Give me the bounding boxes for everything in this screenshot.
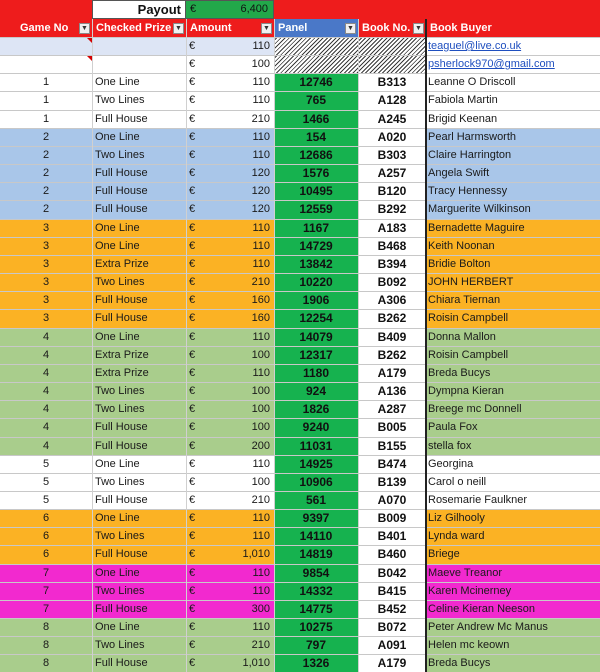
game-no-cell[interactable]: 2 — [42, 203, 50, 216]
book-no-cell[interactable]: A128 — [377, 93, 407, 108]
checked-prize-cell[interactable]: One Line — [95, 566, 140, 579]
checked-prize-cell[interactable]: Two Lines — [95, 94, 145, 107]
grid-line — [0, 146, 600, 147]
grid-line — [425, 19, 427, 672]
panel-cell[interactable]: 561 — [305, 493, 327, 507]
currency-symbol: € — [189, 294, 196, 307]
grid-line — [0, 73, 600, 74]
game-no-cell[interactable]: 2 — [42, 148, 50, 161]
amount-cell[interactable]: 100 — [251, 348, 270, 361]
checked-prize-cell[interactable]: Two Lines — [95, 148, 145, 161]
book-buyer-cell[interactable]: Celine Kieran Neeson — [428, 602, 536, 615]
game-no-cell[interactable]: 4 — [42, 421, 50, 434]
amount-cell[interactable]: 110 — [252, 457, 270, 470]
panel-cell[interactable]: 10906 — [299, 474, 333, 489]
panel-cell[interactable]: 1180 — [302, 365, 330, 380]
grid-line — [0, 182, 600, 183]
book-buyer-cell[interactable]: Claire Harrington — [428, 148, 512, 161]
currency-symbol: € — [189, 366, 196, 379]
game-no-cell[interactable]: 1 — [42, 76, 50, 89]
amount-cell[interactable]: 110 — [252, 257, 270, 270]
amount-cell[interactable]: 300 — [251, 602, 270, 615]
book-no-cell[interactable]: B120 — [377, 184, 407, 199]
book-buyer-cell[interactable]: Maeve Treanor — [428, 566, 502, 579]
panel-cell[interactable]: 11031 — [299, 438, 333, 453]
book-buyer-cell[interactable]: Marguerite Wilkinson — [428, 203, 531, 216]
panel-cell[interactable]: 1167 — [302, 220, 330, 235]
grid-line — [0, 128, 600, 129]
book-buyer-cell[interactable]: Breege mc Donnell — [428, 403, 522, 416]
panel-cell[interactable]: 765 — [305, 93, 327, 108]
game-no-cell[interactable]: 6 — [42, 530, 50, 543]
book-buyer-cell[interactable]: Paula Fox — [428, 421, 478, 434]
grid-line — [0, 237, 600, 238]
book-no-cell[interactable]: A257 — [377, 166, 407, 181]
amount-cell[interactable]: 160 — [251, 294, 270, 307]
amount-cell[interactable]: 200 — [251, 439, 270, 452]
currency-symbol: € — [189, 494, 196, 506]
game-no-cell[interactable]: 4 — [42, 366, 50, 379]
amount-cell[interactable]: 100 — [251, 475, 270, 488]
book-no-cell[interactable]: A020 — [377, 129, 407, 144]
game-no-cell[interactable]: 7 — [42, 602, 50, 615]
grid-line — [92, 19, 93, 672]
game-no-cell[interactable]: 4 — [42, 385, 50, 398]
game-no-cell[interactable]: 7 — [42, 584, 50, 597]
book-no-cell[interactable]: B313 — [377, 75, 407, 90]
amount-cell[interactable]: 110 — [252, 530, 270, 543]
book-no-cell[interactable]: B401 — [377, 529, 407, 544]
panel-cell[interactable]: 14775 — [299, 601, 333, 616]
grid-line — [0, 164, 600, 165]
book-no-cell[interactable]: B292 — [377, 202, 407, 217]
payout-label: Payout — [137, 2, 181, 17]
book-no-cell[interactable]: A136 — [377, 384, 407, 399]
panel-cell[interactable]: 1826 — [302, 402, 330, 417]
filter-dropdown-icon[interactable]: ▼ — [345, 23, 356, 34]
book-buyer-cell[interactable]: Karen Mcinerney — [428, 584, 512, 597]
panel-cell[interactable]: 1326 — [302, 656, 330, 671]
checked-prize-cell[interactable]: Full House — [95, 439, 148, 452]
amount-cell[interactable]: 110 — [252, 239, 270, 252]
book-buyer-cell[interactable]: Lynda ward — [428, 530, 485, 543]
book-no-cell[interactable]: B303 — [377, 147, 407, 162]
book-no-cell[interactable]: B468 — [377, 238, 407, 253]
currency-symbol: € — [189, 566, 196, 579]
currency-symbol: € — [189, 112, 196, 125]
panel-cell[interactable]: 1906 — [302, 293, 330, 308]
book-buyer-cell[interactable]: Chiara Tiernan — [428, 294, 501, 307]
checked-prize-cell[interactable]: Extra Prize — [95, 257, 149, 270]
currency-symbol: € — [189, 530, 196, 543]
panel-cell[interactable]: 797 — [305, 638, 327, 653]
currency-symbol: € — [189, 221, 196, 234]
grid-line — [0, 455, 600, 456]
header-book-no[interactable]: Book No. — [362, 22, 411, 34]
book-no-cell[interactable]: B394 — [377, 256, 407, 271]
panel-cell[interactable]: 13842 — [299, 256, 333, 271]
book-no-cell[interactable]: B092 — [377, 275, 407, 290]
currency-symbol: € — [189, 512, 196, 525]
checked-prize-cell[interactable]: Extra Prize — [95, 348, 149, 361]
currency-symbol: € — [189, 348, 196, 361]
currency-symbol: € — [189, 602, 196, 615]
currency-symbol: € — [189, 385, 196, 398]
checked-prize-cell[interactable]: Full House — [95, 294, 148, 307]
panel-cell[interactable]: 10275 — [299, 620, 333, 635]
game-no-cell[interactable]: 2 — [42, 167, 50, 180]
game-no-cell[interactable]: 4 — [42, 348, 50, 361]
panel-cell[interactable]: 10495 — [299, 184, 333, 199]
panel-cell[interactable]: 12686 — [299, 147, 333, 162]
panel-cell[interactable]: 154 — [305, 129, 327, 144]
checked-prize-cell[interactable]: Two Lines — [95, 385, 145, 398]
panel-cell[interactable]: 14110 — [299, 529, 333, 544]
currency-symbol: € — [189, 584, 196, 597]
amount-cell[interactable]: 110 — [252, 366, 270, 379]
game-no-cell[interactable]: 4 — [42, 330, 50, 343]
amount-cell[interactable]: 110 — [252, 76, 270, 89]
currency-symbol: € — [189, 239, 196, 252]
book-no-cell[interactable]: A179 — [377, 365, 407, 380]
grid-line — [0, 200, 600, 201]
hatched-panel-cell — [274, 37, 426, 55]
amount-cell[interactable]: 110 — [252, 512, 270, 525]
book-buyer-cell[interactable]: Keith Noonan — [428, 239, 495, 252]
amount-cell[interactable]: 120 — [251, 185, 270, 198]
grid-line — [0, 291, 600, 292]
grid-line — [0, 582, 600, 583]
book-buyer-cell[interactable]: Leanne O Driscoll — [428, 76, 516, 89]
book-buyer-cell[interactable]: Dympna Kieran — [428, 385, 504, 398]
grid-line — [0, 309, 600, 310]
panel-cell[interactable]: 9854 — [302, 565, 330, 580]
book-buyer-email-link[interactable]: psherlock970@gmail.com — [428, 58, 555, 71]
currency-symbol: € — [189, 657, 196, 670]
grid-line — [0, 545, 600, 546]
book-buyer-cell[interactable]: Roisin Campbell — [428, 348, 509, 361]
currency-symbol: € — [189, 185, 196, 198]
amount-cell[interactable]: 1,010 — [242, 657, 270, 670]
grid-line — [0, 91, 600, 92]
hatched-panel-cell — [274, 55, 426, 73]
checked-prize-cell[interactable]: Two Lines — [95, 584, 145, 597]
grid-line — [0, 509, 600, 510]
checked-prize-cell[interactable]: Full House — [95, 112, 148, 125]
grid-line — [0, 400, 600, 401]
book-no-cell[interactable]: A183 — [377, 220, 407, 235]
checked-prize-cell[interactable]: Two Lines — [95, 530, 145, 543]
amount-cell[interactable]: 210 — [251, 494, 270, 506]
amount-cell[interactable]: 160 — [251, 312, 270, 325]
checked-prize-cell[interactable]: One Line — [95, 457, 140, 470]
book-no-cell[interactable]: B262 — [377, 311, 407, 326]
amount-cell[interactable]: 120 — [251, 167, 270, 180]
grid-line — [358, 19, 359, 672]
grid-line — [0, 382, 600, 383]
currency-symbol: € — [189, 548, 196, 561]
book-no-cell[interactable]: A245 — [377, 111, 407, 126]
amount-cell[interactable]: 210 — [251, 639, 270, 652]
book-buyer-cell[interactable]: Rosemarie Faulkner — [428, 494, 528, 506]
book-no-cell[interactable]: B409 — [377, 329, 407, 344]
checked-prize-cell[interactable]: One Line — [95, 621, 140, 634]
checked-prize-cell[interactable]: Full House — [95, 548, 148, 561]
grid-line — [0, 55, 600, 56]
currency-symbol: € — [189, 439, 196, 452]
grid-line — [0, 654, 600, 655]
panel-cell[interactable]: 9397 — [302, 511, 330, 526]
panel-cell[interactable]: 924 — [305, 384, 327, 399]
book-no-cell[interactable]: B262 — [377, 347, 407, 362]
panel-cell[interactable]: 14332 — [299, 583, 333, 598]
book-no-cell[interactable]: A287 — [377, 402, 407, 417]
header-checked-prize[interactable]: Checked Prize — [96, 22, 172, 34]
game-no-cell[interactable]: 2 — [42, 130, 50, 143]
game-no-cell[interactable]: 8 — [42, 657, 50, 670]
currency-symbol: € — [189, 167, 196, 180]
panel-cell[interactable]: 12746 — [299, 75, 333, 90]
book-buyer-cell[interactable]: Angela Swift — [428, 167, 490, 180]
amount-cell[interactable]: 110 — [252, 130, 270, 143]
panel-cell[interactable]: 12254 — [299, 311, 333, 326]
book-buyer-cell[interactable]: Pearl Harmsworth — [428, 130, 517, 143]
game-no-cell[interactable]: 8 — [42, 639, 50, 652]
currency-symbol: € — [189, 457, 196, 470]
grid-line — [0, 600, 600, 601]
currency-symbol: € — [189, 639, 196, 652]
currency-symbol: € — [189, 94, 196, 107]
panel-cell[interactable]: 12559 — [299, 202, 333, 217]
header-book-buyer[interactable]: Book Buyer — [430, 22, 492, 34]
book-buyer-cell[interactable]: Carol o neill — [428, 475, 487, 488]
amount-cell[interactable]: 110 — [252, 148, 270, 161]
grid-line — [0, 491, 600, 492]
game-no-cell[interactable]: 5 — [42, 494, 50, 506]
checked-prize-cell[interactable]: One Line — [95, 76, 140, 89]
book-no-cell[interactable]: B460 — [377, 547, 407, 562]
game-no-cell[interactable]: 3 — [42, 239, 50, 252]
game-no-cell[interactable]: 1 — [42, 94, 50, 107]
checked-prize-cell[interactable]: Full House — [95, 185, 148, 198]
checked-prize-cell[interactable]: Full House — [95, 657, 148, 670]
filter-dropdown-icon[interactable]: ▼ — [261, 23, 272, 34]
book-no-cell[interactable]: B042 — [377, 565, 407, 580]
checked-prize-cell[interactable]: Two Lines — [95, 276, 145, 289]
amount-cell[interactable]: 210 — [251, 112, 270, 125]
game-no-cell[interactable]: 2 — [42, 185, 50, 198]
currency-symbol: € — [189, 148, 196, 161]
currency-symbol: € — [189, 76, 196, 89]
panel-cell[interactable]: 14819 — [299, 547, 333, 562]
panel-cell[interactable]: 14925 — [299, 456, 333, 471]
grid-line — [0, 110, 600, 111]
book-buyer-cell[interactable]: JOHN HERBERT — [428, 276, 514, 289]
amount-cell[interactable]: 100 — [251, 58, 270, 71]
checked-prize-cell[interactable]: One Line — [95, 330, 140, 343]
grid-line — [274, 19, 275, 672]
checked-prize-cell[interactable]: Full House — [95, 421, 148, 434]
grid-line — [0, 255, 600, 256]
currency-symbol: € — [189, 312, 196, 325]
game-no-cell[interactable]: 3 — [42, 276, 50, 289]
game-no-cell[interactable]: 3 — [42, 294, 50, 307]
currency-symbol: € — [189, 330, 196, 343]
book-buyer-cell[interactable]: Breda Bucys — [428, 657, 491, 670]
grid-line — [0, 364, 600, 365]
payout-currency: € — [190, 3, 197, 15]
book-no-cell[interactable]: A179 — [377, 656, 407, 671]
amount-cell[interactable]: 110 — [252, 40, 270, 52]
payout-value-cell[interactable] — [186, 0, 274, 19]
grid-line — [0, 418, 600, 419]
book-no-cell[interactable]: B005 — [377, 420, 407, 435]
book-buyer-cell[interactable]: Tracy Hennessy — [428, 185, 508, 198]
amount-cell[interactable]: 1,010 — [242, 548, 270, 561]
currency-symbol: € — [189, 403, 196, 416]
game-no-cell[interactable]: 5 — [42, 475, 50, 488]
amount-cell[interactable]: 210 — [251, 276, 270, 289]
grid-line — [0, 527, 600, 528]
payout-value: 6,400 — [240, 3, 268, 15]
game-no-cell[interactable]: 6 — [42, 512, 50, 525]
book-no-cell[interactable]: A306 — [377, 293, 407, 308]
game-no-cell[interactable]: 6 — [42, 548, 50, 561]
book-buyer-cell[interactable]: stella fox — [428, 439, 472, 452]
currency-symbol: € — [189, 58, 196, 71]
book-buyer-cell[interactable]: Peter Andrew Mc Manus — [428, 621, 548, 634]
amount-cell[interactable]: 110 — [252, 94, 270, 107]
game-no-cell[interactable]: 1 — [42, 112, 50, 125]
filter-dropdown-icon[interactable]: ▼ — [413, 23, 424, 34]
checked-prize-cell[interactable]: One Line — [95, 130, 140, 143]
book-no-cell[interactable]: B415 — [377, 583, 407, 598]
grid-line — [0, 437, 600, 438]
panel-cell[interactable]: 10220 — [299, 275, 333, 290]
panel-cell[interactable]: 1466 — [302, 111, 330, 126]
panel-cell[interactable]: 14729 — [299, 238, 333, 253]
game-no-cell[interactable]: 7 — [42, 566, 50, 579]
amount-cell[interactable]: 100 — [251, 385, 270, 398]
book-buyer-cell[interactable]: Donna Mallon — [428, 330, 496, 343]
currency-symbol: € — [189, 40, 196, 52]
grid-line — [0, 346, 600, 347]
game-no-cell[interactable]: 8 — [42, 621, 50, 634]
currency-symbol: € — [189, 257, 196, 270]
amount-cell[interactable]: 110 — [252, 621, 270, 634]
book-no-cell[interactable]: B009 — [377, 511, 407, 526]
panel-cell[interactable]: 1576 — [302, 166, 330, 181]
header-game-no[interactable]: Game No — [20, 22, 69, 34]
book-buyer-cell[interactable]: Bernadette Maguire — [428, 221, 525, 234]
amount-cell[interactable]: 100 — [251, 421, 270, 434]
book-no-cell[interactable]: B139 — [377, 474, 407, 489]
header-panel[interactable]: Panel — [278, 22, 308, 34]
checked-prize-cell[interactable]: Full House — [95, 167, 148, 180]
currency-symbol: € — [189, 130, 196, 143]
grid-line — [0, 564, 600, 565]
checked-prize-cell[interactable]: Two Lines — [95, 475, 145, 488]
book-buyer-cell[interactable]: Brigid Keenan — [428, 112, 498, 125]
book-buyer-cell[interactable]: Fabiola Martin — [428, 94, 498, 107]
game-no-cell[interactable]: 4 — [42, 439, 50, 452]
checked-prize-cell[interactable]: One Line — [95, 239, 140, 252]
checked-prize-cell[interactable]: Full House — [95, 494, 148, 506]
book-no-cell[interactable]: B072 — [377, 620, 407, 635]
filter-dropdown-icon[interactable]: ▼ — [173, 23, 184, 34]
game-no-cell[interactable]: 3 — [42, 257, 50, 270]
currency-symbol: € — [189, 421, 196, 434]
checked-prize-cell[interactable]: Full House — [95, 602, 148, 615]
checked-prize-cell[interactable]: Two Lines — [95, 403, 145, 416]
grid-line — [0, 219, 600, 220]
currency-symbol: € — [189, 203, 196, 216]
book-no-cell[interactable]: A070 — [377, 493, 407, 507]
grid-line — [0, 618, 600, 619]
amount-cell[interactable]: 110 — [252, 330, 270, 343]
title-bar — [0, 0, 600, 19]
book-no-cell[interactable]: B452 — [377, 601, 407, 616]
book-buyer-email-link[interactable]: teaguel@live.co.uk — [428, 40, 522, 52]
panel-cell[interactable]: 12317 — [299, 347, 333, 362]
grid-line — [0, 328, 600, 329]
game-no-cell[interactable]: 4 — [42, 403, 50, 416]
grid-line — [0, 273, 600, 274]
payout-label-cell[interactable] — [92, 0, 186, 19]
game-no-cell[interactable]: 5 — [42, 457, 50, 470]
book-buyer-cell[interactable]: Georgina — [428, 457, 474, 470]
currency-symbol: € — [189, 621, 196, 634]
amount-cell[interactable]: 100 — [251, 403, 270, 416]
currency-symbol: € — [189, 276, 196, 289]
filter-dropdown-icon[interactable]: ▼ — [79, 23, 90, 34]
game-no-cell[interactable]: 3 — [42, 221, 50, 234]
book-buyer-cell[interactable]: Helen mc keown — [428, 639, 510, 652]
checked-prize-cell[interactable]: Full House — [95, 312, 148, 325]
checked-prize-cell[interactable]: Extra Prize — [95, 366, 149, 379]
grid-line — [0, 636, 600, 637]
book-buyer-cell[interactable]: Roisin Campbell — [428, 312, 509, 325]
checked-prize-cell[interactable]: One Line — [95, 512, 140, 525]
amount-cell[interactable]: 120 — [251, 203, 270, 216]
book-no-cell[interactable]: A091 — [377, 638, 407, 653]
amount-cell[interactable]: 110 — [252, 566, 270, 579]
panel-cell[interactable]: 14079 — [299, 329, 333, 344]
amount-cell[interactable]: 110 — [252, 584, 270, 597]
checked-prize-cell[interactable]: Two Lines — [95, 639, 145, 652]
panel-cell[interactable]: 9240 — [302, 420, 330, 435]
header-amount[interactable]: Amount — [190, 22, 232, 34]
book-no-cell[interactable]: B155 — [377, 438, 407, 453]
grid-line — [0, 37, 600, 38]
book-buyer-cell[interactable]: Breda Bucys — [428, 366, 491, 379]
amount-cell[interactable]: 110 — [252, 221, 270, 234]
game-no-cell[interactable]: 3 — [42, 312, 50, 325]
book-buyer-cell[interactable]: Liz Gilhooly — [428, 512, 485, 525]
book-buyer-cell[interactable]: Bridie Bolton — [428, 257, 491, 270]
grid-line — [0, 473, 600, 474]
currency-symbol: € — [189, 475, 196, 488]
book-no-cell[interactable]: B474 — [377, 456, 407, 471]
checked-prize-cell[interactable]: One Line — [95, 221, 140, 234]
grid-line — [186, 19, 187, 672]
checked-prize-cell[interactable]: Full House — [95, 203, 148, 216]
book-buyer-cell[interactable]: Briege — [428, 548, 460, 561]
